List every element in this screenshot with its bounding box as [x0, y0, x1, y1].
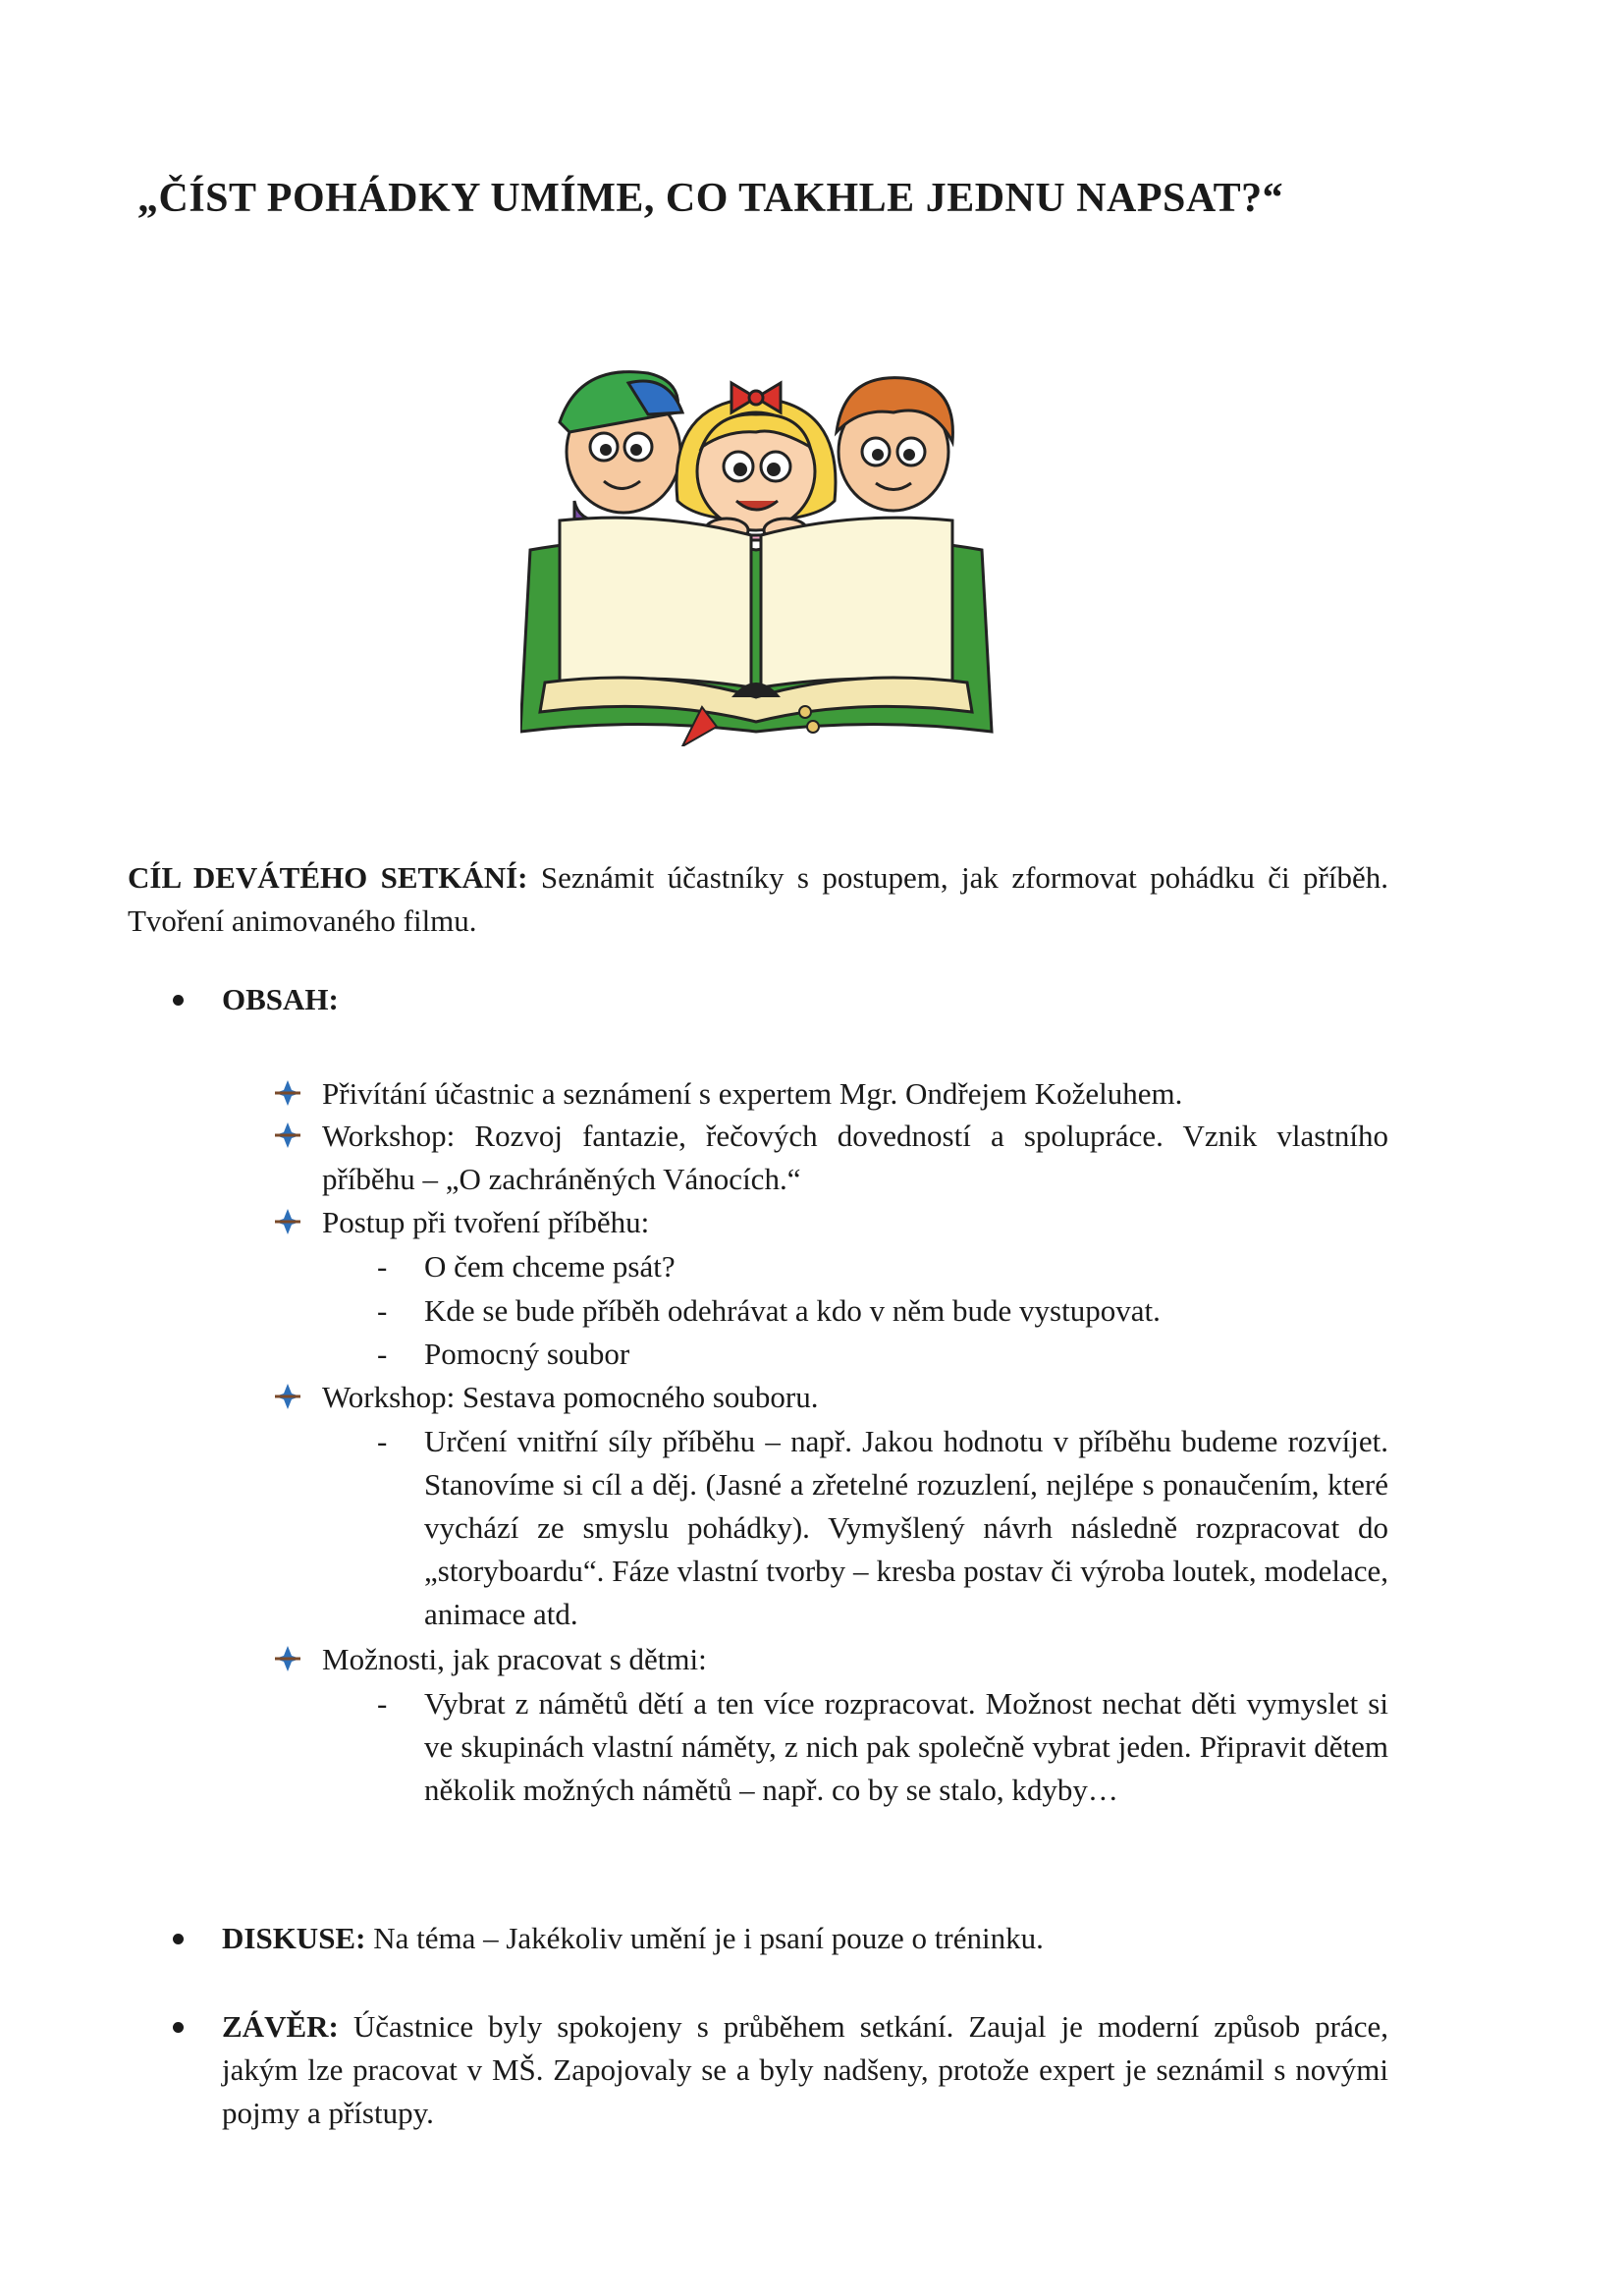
open-book: [520, 518, 992, 746]
sub-item: [377, 1289, 1388, 1333]
item-text: Workshop: Rozvoj fantazie, řečových dovedností a spolupráce. Vznik vlastního příběhu – „O zachráněných Vánocích.“: [322, 1119, 1388, 1196]
goal-text: Seznámit účastníky s postupem, jak zformovat pohádku či příběh. Tvoření animovaného filmu.: [128, 860, 1388, 938]
dash-marker: -: [377, 1686, 388, 1721]
pushpin-icon: [271, 1207, 304, 1236]
pushpin-icon: [271, 1644, 304, 1673]
sub-item-text: O čem chceme psát?: [424, 1249, 676, 1284]
pushpin-icon: [271, 1121, 304, 1150]
sub-item: [377, 1420, 1388, 1636]
list-item: [322, 1115, 1388, 1201]
dash-marker: -: [377, 1249, 388, 1284]
goal-label: CÍL DEVÁTÉHO SETKÁNÍ:: [128, 860, 528, 895]
sub-item-text: Vybrat z námětů dětí a ten více rozpracovat. Možnost nechat děti vymyslet si ve skupinách vlastní náměty, z nich pak společně vybrat jeden. Připravit dětem několik možných námětů – např. co by se stalo, kdyby…: [424, 1686, 1388, 1807]
sub-item: [377, 1682, 1388, 1812]
meeting-goal: [128, 856, 1388, 943]
list-item: [322, 1072, 1388, 1116]
boy-with-cap: [560, 372, 682, 530]
obsah-label: OBSAH:: [222, 982, 339, 1016]
girl-with-bow: [677, 383, 836, 540]
item-text: Možnosti, jak pracovat s dětmi:: [322, 1642, 707, 1676]
zaver-label: ZÁVĚR:: [222, 2009, 339, 2044]
diskuse-text: Na téma – Jakékoliv umění je i psaní pouze o tréninku.: [365, 1921, 1044, 1955]
list-item: [322, 1201, 1388, 1244]
boy-right: [837, 378, 952, 511]
sub-item: [377, 1245, 1388, 1288]
list-item: [322, 1376, 1388, 1419]
sub-item: [377, 1333, 1388, 1376]
bullet-dot-icon: [173, 995, 184, 1006]
children-book-illustration: [520, 354, 1001, 746]
dash-marker: -: [377, 1293, 388, 1328]
item-text: Postup při tvoření příběhu:: [322, 1205, 650, 1239]
sub-item-text: Určení vnitřní síly příběhu – např. Jakou hodnotu v příběhu budeme rozvíjet. Stanovíme si cíl a děj. (Jasné a zřetelné rozuzlení, nejlépe s ponaučením, které vychází ze smyslu pohádky). Vymyšlený návrh následně rozpracovat do „storyboardu“. Fáze vlastní tvorby – kresba postav či výroba loutek, modelace, animace atd.: [424, 1424, 1388, 1631]
pushpin-icon: [271, 1078, 304, 1108]
dash-marker: -: [377, 1337, 388, 1371]
zaver-paragraph: [222, 2005, 1388, 2135]
bullet-dot-icon: [173, 2022, 184, 2033]
list-item: [322, 1638, 1388, 1681]
dash-marker: -: [377, 1424, 388, 1458]
bullet-dot-icon: [173, 1934, 184, 1944]
item-text: Workshop: Sestava pomocného souboru.: [322, 1380, 819, 1414]
sub-item-text: Kde se bude příběh odehrávat a kdo v něm bude vystupovat.: [424, 1293, 1161, 1328]
pushpin-icon: [271, 1382, 304, 1411]
zaver-text: Účastnice byly spokojeny s průběhem setkání. Zaujal je moderní způsob práce, jakým lze pracovat v MŠ. Zapojovaly se a byly nadšeny, protože expert je seznámil s novými pojmy a přístupy.: [222, 2009, 1388, 2130]
diskuse-label: DISKUSE:: [222, 1921, 366, 1955]
page-title: „ČÍST POHÁDKY UMÍME, CO TAKHLE JEDNU NAPSAT?“: [137, 176, 1284, 221]
item-text: Přivítání účastnic a seznámení s expertem Mgr. Ondřejem Koželuhem.: [322, 1076, 1183, 1111]
sub-item-text: Pomocný soubor: [424, 1337, 630, 1371]
